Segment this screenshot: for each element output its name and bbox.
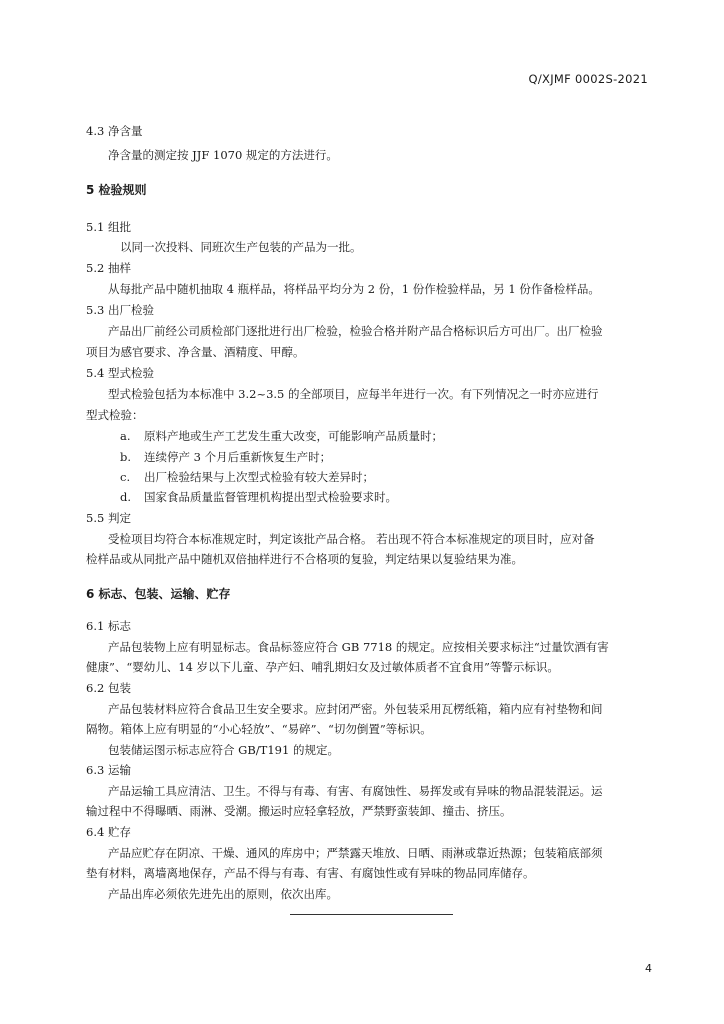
- section-6-1-line-2: 健康”、“婴幼儿、14 岁以下儿童、孕产妇、哺乳期妇女及过敏体质者不宜食用”等警示标识。: [86, 660, 559, 674]
- section-5-5-line-1: 受检项目均符合本标准规定时，判定该批产品合格。 若出现不符合本标准规定的项目时，应对备: [108, 532, 595, 546]
- section-6-heading: 6 标志、包装、运输、贮存: [86, 587, 231, 601]
- section-6-2-line-2: 隔物。箱体上应有明显的“小心轻放”、“易碎”、“切勿倒置”等标识。: [86, 722, 432, 736]
- list-text: 连续停产 3 个月后重新恢复生产时；: [144, 450, 332, 464]
- section-5-2-heading: 5.2 抽样: [86, 261, 131, 275]
- section-6-2-heading: 6.2 包装: [86, 681, 131, 695]
- list-text: 原料产地或生产工艺发生重大改变，可能影响产品质量时；: [144, 429, 443, 443]
- section-6-3-line-1: 产品运输工具应清洁、卫生。不得与有毒、有害、有腐蚀性、易挥发或有异味的物品混装混运。运: [108, 784, 603, 798]
- section-6-1-line-1: 产品包装物上应有明显标志。食品标签应符合 GB 7718 的规定。应按相关要求标注“过量饮酒有害: [108, 640, 609, 654]
- section-5-5-line-2: 检样品或从同批产品中随机双倍抽样进行不合格项的复验，判定结果以复验结果为准。: [86, 552, 523, 566]
- section-6-1-heading: 6.1 标志: [86, 619, 131, 633]
- section-5-3-line-1: 产品出厂前经公司质检部门逐批进行出厂检验，检验合格并附产品合格标识后方可出厂。出厂检验: [108, 324, 603, 338]
- section-5-3-heading: 5.3 出厂检验: [86, 303, 154, 317]
- section-6-3-line-2: 输过程中不得曝晒、雨淋、受潮。搬运时应轻拿轻放，严禁野蛮装卸、撞击、挤压。: [86, 804, 512, 818]
- section-5-4-line-1: 型式检验包括为本标准中 3.2~3.5 的全部项目，应每半年进行一次。有下列情况之一时亦应进行: [108, 387, 599, 401]
- section-5-1-heading: 5.1 组批: [86, 220, 131, 234]
- list-letter: b.: [120, 450, 132, 464]
- list-letter: c.: [120, 470, 131, 484]
- document-code: Q/XJMF 0002S-2021: [528, 72, 648, 86]
- page-number: 4: [645, 962, 652, 975]
- section-6-4-line-2: 垫有材料，离墙离地保存，产品不得与有毒、有害、有腐蚀性或有异味的物品同库储存。: [86, 866, 535, 880]
- section-5-heading: 5 检验规则: [86, 183, 147, 197]
- list-text: 出厂检验结果与上次型式检验有较大差异时；: [144, 470, 374, 484]
- section-4-3-body: 净含量的测定按 JJF 1070 规定的方法进行。: [108, 148, 338, 162]
- section-6-2-line-1: 产品包装材料应符合食品卫生安全要求。应封闭严密。外包装采用瓦楞纸箱，箱内应有衬垫物和间: [108, 702, 603, 716]
- section-5-5-heading: 5.5 判定: [86, 511, 131, 525]
- section-5-1-body: 以同一次投料、同班次生产包装的产品为一批。: [120, 240, 362, 254]
- section-5-2-body: 从每批产品中随机抽取 4 瓶样品，将样品平均分为 2 份，1 份作检验样品，另 1 份作备检样品。: [108, 282, 600, 296]
- section-6-4-heading: 6.4 贮存: [86, 825, 131, 839]
- section-5-4-line-2: 型式检验：: [86, 408, 144, 422]
- list-letter: d.: [120, 490, 132, 504]
- section-6-2-line-3: 包装储运图示标志应符合 GB/T191 的规定。: [108, 743, 339, 757]
- section-4-3-heading: 4.3 净含量: [86, 124, 143, 138]
- section-5-4-heading: 5.4 型式检验: [86, 366, 154, 380]
- section-6-3-heading: 6.3 运输: [86, 763, 131, 777]
- section-5-3-line-2: 项目为感官要求、净含量、酒精度、甲醇。: [86, 345, 305, 359]
- list-letter: a.: [120, 429, 131, 443]
- list-text: 国家食品质量监督管理机构提出型式检验要求时。: [144, 490, 397, 504]
- section-6-4-line-1: 产品应贮存在阴凉、干燥、通风的库房中；严禁露天堆放、日晒、雨淋或靠近热源；包装箱底部须: [108, 846, 603, 860]
- end-rule: [290, 914, 453, 915]
- section-6-4-line-3: 产品出库必须依先进先出的原则，依次出库。: [108, 887, 338, 901]
